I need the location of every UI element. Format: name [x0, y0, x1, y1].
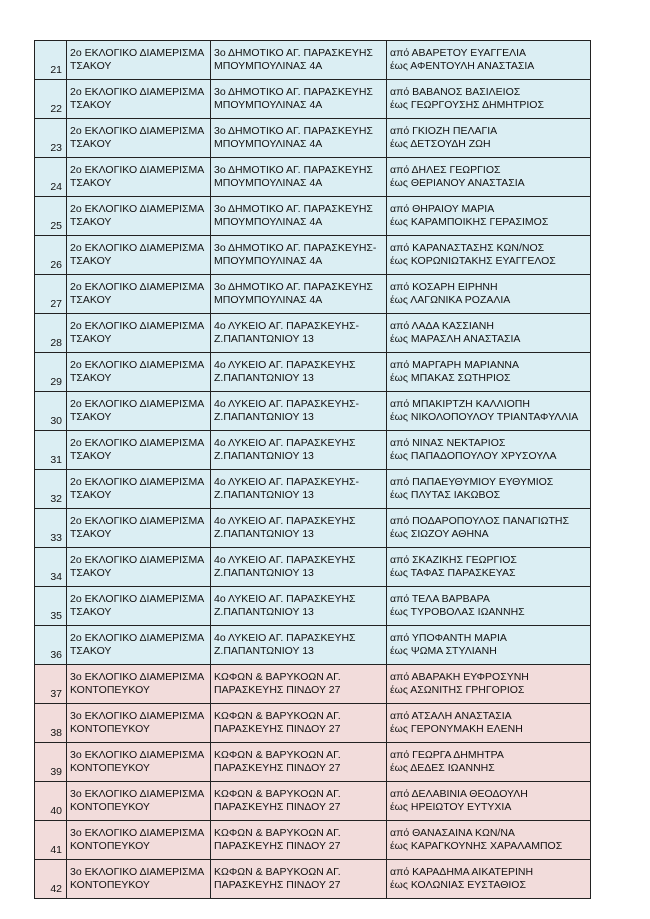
voter-range-cell-line: έως ΚΑΡΑΜΠΟΙΚΗΣ ΓΕΡΑΣΙΜΟΣ	[390, 216, 549, 228]
district-cell	[67, 704, 211, 743]
row-number-cell	[35, 587, 67, 626]
row-number-cell	[35, 314, 67, 353]
polling-place-cell-line: Ζ.ΠΑΠΑΝΤΩΝΙΟΥ 13	[214, 372, 314, 384]
district-cell-line: 2ο ΕΚΛΟΓΙΚΟ ΔΙΑΜΕΡΙΣΜΑ	[70, 554, 205, 566]
district-cell	[67, 80, 211, 119]
polling-place-cell-line: Ζ.ΠΑΠΑΝΤΩΝΙΟΥ 13	[214, 528, 314, 540]
polling-place-cell-line: ΠΑΡΑΣΚΕΥΗΣ ΠΙΝΔΟΥ 27	[214, 762, 341, 774]
district-cell-line: 3ο ΕΚΛΟΓΙΚΟ ΔΙΑΜΕΡΙΣΜΑ	[70, 866, 205, 878]
row-number-cell	[35, 236, 67, 275]
voter-range-cell-line: από ΓΚΙΟΖΗ ΠΕΛΑΓΙΑ	[390, 125, 498, 137]
polling-place-cell	[211, 197, 387, 236]
voter-range-cell-line: έως ΣΙΩΖΟΥ ΑΘΗΝΑ	[390, 528, 489, 540]
row-number-cell-line: 40	[50, 805, 62, 817]
district-cell-line: 2ο ΕΚΛΟΓΙΚΟ ΔΙΑΜΕΡΙΣΜΑ	[70, 476, 205, 488]
district-cell-line: 2ο ΕΚΛΟΓΙΚΟ ΔΙΑΜΕΡΙΣΜΑ	[70, 593, 205, 605]
voter-range-cell-line: από ΓΕΩΡΓΑ ΔΗΜΗΤΡΑ	[390, 749, 504, 761]
voter-range-cell	[387, 80, 591, 119]
polling-place-cell-line: ΜΠΟΥΜΠΟΥΛΙΝΑΣ 4Α	[214, 177, 323, 189]
voter-range-cell-line: από ΚΟΣΑΡΗ ΕΙΡΗΝΗ	[390, 281, 498, 293]
voter-range-cell	[387, 353, 591, 392]
voter-range-cell-line: από ΚΑΡΑΝΑΣΤΑΣΗΣ ΚΩΝ/ΝΟΣ	[390, 242, 545, 254]
polling-place-cell-line: 4ο ΛΥΚΕΙΟ ΑΓ. ΠΑΡΑΣΚΕΥΗΣ	[214, 437, 356, 449]
voter-range-cell	[387, 158, 591, 197]
table-row	[35, 665, 591, 704]
table-row	[35, 704, 591, 743]
polling-place-cell	[211, 704, 387, 743]
voter-range-cell-line: από ΛΑΔΑ ΚΑΣΣΙΑΝΗ	[390, 320, 494, 332]
voter-range-cell	[387, 704, 591, 743]
district-cell-line: ΚΟΝΤΟΠΕΥΚΟΥ	[70, 840, 150, 852]
district-cell-line: 2ο ΕΚΛΟΓΙΚΟ ΔΙΑΜΕΡΙΣΜΑ	[70, 281, 205, 293]
table-row	[35, 314, 591, 353]
voter-range-cell	[387, 275, 591, 314]
row-number-cell-line: 26	[50, 259, 62, 271]
polling-place-cell-line: 3ο ΔΗΜΟΤΙΚΟ ΑΓ. ΠΑΡΑΣΚΕΥΗΣ	[214, 125, 373, 137]
row-number-cell	[35, 275, 67, 314]
row-number-cell	[35, 626, 67, 665]
district-cell	[67, 353, 211, 392]
row-number-cell-line: 28	[50, 337, 62, 349]
voter-range-cell	[387, 197, 591, 236]
polling-place-cell-line: ΜΠΟΥΜΠΟΥΛΙΝΑΣ 4Α	[214, 60, 323, 72]
polling-place-cell	[211, 860, 387, 899]
polling-place-cell	[211, 41, 387, 80]
polling-place-cell	[211, 314, 387, 353]
table-row	[35, 782, 591, 821]
voter-range-cell-line: από ΚΑΡΑΔΗΜΑ ΑΙΚΑΤΕΡΙΝΗ	[390, 866, 534, 878]
voter-range-cell	[387, 314, 591, 353]
voter-range-cell-line: από ΑΒΑΡΕΤΟΥ ΕΥΑΓΓΕΛΙΑ	[390, 47, 527, 59]
voter-range-cell-line: έως ΗΡΕΙΩΤΟΥ ΕΥΤΥΧΙΑ	[390, 801, 512, 813]
polling-place-cell	[211, 782, 387, 821]
voter-range-cell-line: έως ΔΕΔΕΣ ΙΩΑΝΝΗΣ	[390, 762, 495, 774]
table-row	[35, 353, 591, 392]
row-number-cell-line: 41	[50, 844, 62, 856]
polling-place-cell	[211, 392, 387, 431]
table-row	[35, 743, 591, 782]
voter-range-cell-line: έως ΚΟΡΩΝΙΩΤΑΚΗΣ ΕΥΑΓΓΕΛΟΣ	[390, 255, 556, 267]
table-row	[35, 821, 591, 860]
voter-range-cell-line: έως ΓΕΡΟΝΥΜΑΚΗ ΕΛΕΝΗ	[390, 723, 523, 735]
row-number-cell-line: 30	[50, 415, 62, 427]
row-number-cell	[35, 704, 67, 743]
row-number-cell-line: 21	[50, 64, 62, 76]
voter-range-cell-line: από ΔΗΛΕΣ ΓΕΩΡΓΙΟΣ	[390, 164, 501, 176]
district-cell-line: ΤΣΑΚΟΥ	[70, 645, 112, 657]
polling-place-cell	[211, 509, 387, 548]
district-cell	[67, 509, 211, 548]
polling-place-cell-line: ΚΩΦΩΝ & ΒΑΡΥΚΟΩΝ ΑΓ.	[214, 866, 341, 878]
district-cell-line: 2ο ΕΚΛΟΓΙΚΟ ΔΙΑΜΕΡΙΣΜΑ	[70, 398, 205, 410]
row-number-cell	[35, 353, 67, 392]
voter-range-cell-line: από ΤΕΛΑ ΒΑΡΒΑΡΑ	[390, 593, 490, 605]
district-cell-line: 2ο ΕΚΛΟΓΙΚΟ ΔΙΑΜΕΡΙΣΜΑ	[70, 164, 205, 176]
voter-range-cell-line: από ΣΚΑΖΙΚΗΣ ΓΕΩΡΓΙΟΣ	[390, 554, 517, 566]
voter-range-cell	[387, 665, 591, 704]
row-number-cell	[35, 782, 67, 821]
row-number-cell	[35, 509, 67, 548]
polling-place-cell-line: ΠΑΡΑΣΚΕΥΗΣ ΠΙΝΔΟΥ 27	[214, 684, 341, 696]
voter-range-cell-line: από ΠΟΔΑΡΟΠΟΥΛΟΣ ΠΑΝΑΓΙΩΤΗΣ	[390, 515, 570, 527]
row-number-cell-line: 32	[50, 493, 62, 505]
polling-place-cell-line: ΚΩΦΩΝ & ΒΑΡΥΚΟΩΝ ΑΓ.	[214, 671, 341, 683]
voter-range-cell	[387, 431, 591, 470]
district-cell-line: ΤΣΑΚΟΥ	[70, 606, 112, 618]
row-number-cell-line: 35	[50, 610, 62, 622]
district-cell-line: 3ο ΕΚΛΟΓΙΚΟ ΔΙΑΜΕΡΙΣΜΑ	[70, 710, 205, 722]
voter-range-cell-line: έως ΨΩΜΑ ΣΤΥΛΙΑΝΗ	[390, 645, 497, 657]
polling-place-cell	[211, 470, 387, 509]
voter-range-cell-line: έως ΘΕΡΙΑΝΟΥ ΑΝΑΣΤΑΣΙΑ	[390, 177, 525, 189]
district-cell	[67, 392, 211, 431]
polling-place-cell	[211, 821, 387, 860]
polling-place-cell-line: 4ο ΛΥΚΕΙΟ ΑΓ. ΠΑΡΑΣΚΕΥΗΣ-	[214, 320, 360, 332]
district-cell-line: ΤΣΑΚΟΥ	[70, 138, 112, 150]
district-cell-line: ΤΣΑΚΟΥ	[70, 567, 112, 579]
table-row	[35, 236, 591, 275]
row-number-cell	[35, 743, 67, 782]
voter-range-cell	[387, 119, 591, 158]
voter-range-cell-line: από ΘΑΝΑΣΑΙΝΑ ΚΩΝ/ΝΑ	[390, 827, 515, 839]
district-cell	[67, 470, 211, 509]
row-number-cell-line: 42	[50, 883, 62, 895]
district-cell	[67, 197, 211, 236]
voter-range-cell-line: έως ΤΥΡΟΒΟΛΑΣ ΙΩΑΝΝΗΣ	[390, 606, 525, 618]
voter-range-cell-line: έως ΔΕΤΣΟΥΔΗ ΖΩΗ	[390, 138, 491, 150]
row-number-cell	[35, 41, 67, 80]
row-number-cell	[35, 470, 67, 509]
table-row	[35, 197, 591, 236]
row-number-cell	[35, 821, 67, 860]
voter-range-cell-line: έως ΛΑΓΩΝΙΚΑ ΡΟΖΑΛΙΑ	[390, 294, 511, 306]
voter-range-cell-line: έως ΚΑΡΑΓΚΟΥΝΗΣ ΧΑΡΑΛΑΜΠΟΣ	[390, 840, 563, 852]
polling-place-cell-line: 4ο ΛΥΚΕΙΟ ΑΓ. ΠΑΡΑΣΚΕΥΗΣ	[214, 593, 356, 605]
district-cell-line: ΤΣΑΚΟΥ	[70, 60, 112, 72]
polling-place-cell-line: 4ο ΛΥΚΕΙΟ ΑΓ. ΠΑΡΑΣΚΕΥΗΣ-	[214, 398, 360, 410]
district-cell	[67, 860, 211, 899]
district-cell-line: ΚΟΝΤΟΠΕΥΚΟΥ	[70, 762, 150, 774]
row-number-cell	[35, 197, 67, 236]
table-row	[35, 275, 591, 314]
district-cell	[67, 743, 211, 782]
district-cell-line: ΤΣΑΚΟΥ	[70, 411, 112, 423]
polling-place-cell-line: 3ο ΔΗΜΟΤΙΚΟ ΑΓ. ΠΑΡΑΣΚΕΥΗΣ-	[214, 242, 377, 254]
district-cell	[67, 431, 211, 470]
polling-place-cell-line: 4ο ΛΥΚΕΙΟ ΑΓ. ΠΑΡΑΣΚΕΥΗΣ	[214, 515, 356, 527]
voter-range-cell-line: από ΑΒΑΡΑΚΗ ΕΥΦΡΟΣΥΝΗ	[390, 671, 529, 683]
voter-range-cell-line: έως ΜΠΑΚΑΣ ΣΩΤΗΡΙΟΣ	[390, 372, 511, 384]
district-cell-line: 2ο ΕΚΛΟΓΙΚΟ ΔΙΑΜΕΡΙΣΜΑ	[70, 359, 205, 371]
polling-place-cell	[211, 665, 387, 704]
voter-range-cell-line: έως ΝΙΚΟΛΟΠΟΥΛΟΥ ΤΡΙΑΝΤΑΦΥΛΛΙΑ	[390, 411, 579, 423]
row-number-cell-line: 23	[50, 142, 62, 154]
table-row	[35, 80, 591, 119]
district-cell-line: 3ο ΕΚΛΟΓΙΚΟ ΔΙΑΜΕΡΙΣΜΑ	[70, 788, 205, 800]
row-number-cell-line: 37	[50, 688, 62, 700]
table-row	[35, 860, 591, 899]
district-cell	[67, 275, 211, 314]
district-cell-line: ΤΣΑΚΟΥ	[70, 216, 112, 228]
table-row	[35, 431, 591, 470]
voter-range-cell	[387, 41, 591, 80]
polling-place-cell-line: 3ο ΔΗΜΟΤΙΚΟ ΑΓ. ΠΑΡΑΣΚΕΥΗΣ	[214, 281, 373, 293]
polling-place-cell	[211, 431, 387, 470]
row-number-cell-line: 29	[50, 376, 62, 388]
polling-place-cell-line: Ζ.ΠΑΠΑΝΤΩΝΙΟΥ 13	[214, 333, 314, 345]
district-cell-line: ΤΣΑΚΟΥ	[70, 528, 112, 540]
polling-place-cell-line: 4ο ΛΥΚΕΙΟ ΑΓ. ΠΑΡΑΣΚΕΥΗΣ	[214, 554, 356, 566]
district-cell-line: 2ο ΕΚΛΟΓΙΚΟ ΔΙΑΜΕΡΙΣΜΑ	[70, 242, 205, 254]
voter-range-cell-line: από ΑΤΣΑΛΗ ΑΝΑΣΤΑΣΙΑ	[390, 710, 512, 722]
district-cell	[67, 665, 211, 704]
row-number-cell-line: 34	[50, 571, 62, 583]
district-cell-line: 3ο ΕΚΛΟΓΙΚΟ ΔΙΑΜΕΡΙΣΜΑ	[70, 827, 205, 839]
polling-place-cell-line: Ζ.ΠΑΠΑΝΤΩΝΙΟΥ 13	[214, 489, 314, 501]
row-number-cell	[35, 392, 67, 431]
polling-place-cell	[211, 587, 387, 626]
polling-place-cell	[211, 236, 387, 275]
district-cell-line: ΚΟΝΤΟΠΕΥΚΟΥ	[70, 723, 150, 735]
polling-place-cell	[211, 158, 387, 197]
district-cell-line: ΚΟΝΤΟΠΕΥΚΟΥ	[70, 801, 150, 813]
polling-place-cell	[211, 80, 387, 119]
voter-range-cell	[387, 392, 591, 431]
polling-place-cell	[211, 353, 387, 392]
voter-range-cell-line: από ΘΗΡΑΙΟΥ ΜΑΡΙΑ	[390, 203, 495, 215]
voter-range-cell	[387, 470, 591, 509]
polling-place-cell-line: ΚΩΦΩΝ & ΒΑΡΥΚΟΩΝ ΑΓ.	[214, 788, 341, 800]
row-number-cell-line: 24	[50, 181, 62, 193]
district-cell	[67, 821, 211, 860]
voter-range-cell-line: από ΠΑΠΑΕΥΘΥΜΙΟΥ ΕΥΘΥΜΙΟΣ	[390, 476, 554, 488]
voter-range-cell	[387, 509, 591, 548]
district-cell-line: ΤΣΑΚΟΥ	[70, 177, 112, 189]
row-number-cell-line: 36	[50, 649, 62, 661]
voter-range-cell-line: έως ΑΦΕΝΤΟΥΛΗ ΑΝΑΣΤΑΣΙΑ	[390, 60, 535, 72]
voter-range-cell-line: έως ΓΕΩΡΓΟΥΣΗΣ ΔΗΜΗΤΡΙΟΣ	[390, 99, 544, 111]
row-number-cell	[35, 665, 67, 704]
polling-place-cell	[211, 743, 387, 782]
polling-place-cell-line: ΜΠΟΥΜΠΟΥΛΙΝΑΣ 4Α	[214, 216, 323, 228]
district-cell-line: 2ο ΕΚΛΟΓΙΚΟ ΔΙΑΜΕΡΙΣΜΑ	[70, 632, 205, 644]
row-number-cell-line: 39	[50, 766, 62, 778]
row-number-cell	[35, 119, 67, 158]
district-cell-line: ΤΣΑΚΟΥ	[70, 294, 112, 306]
polling-place-cell-line: ΜΠΟΥΜΠΟΥΛΙΝΑΣ 4Α	[214, 138, 323, 150]
polling-place-cell	[211, 119, 387, 158]
district-cell	[67, 314, 211, 353]
polling-place-cell-line: ΚΩΦΩΝ & ΒΑΡΥΚΟΩΝ ΑΓ.	[214, 827, 341, 839]
voter-range-cell-line: από ΜΠΑΚΙΡΤΖΗ ΚΑΛΛΙΟΠΗ	[390, 398, 530, 410]
polling-place-cell-line: Ζ.ΠΑΠΑΝΤΩΝΙΟΥ 13	[214, 411, 314, 423]
table-row	[35, 392, 591, 431]
polling-place-cell-line: Ζ.ΠΑΠΑΝΤΩΝΙΟΥ 13	[214, 606, 314, 618]
voter-range-cell-line: έως ΠΑΠΑΔΟΠΟΥΛΟΥ ΧΡΥΣΟΥΛΑ	[390, 450, 557, 462]
polling-place-cell-line: ΠΑΡΑΣΚΕΥΗΣ ΠΙΝΔΟΥ 27	[214, 723, 341, 735]
polling-place-cell-line: ΚΩΦΩΝ & ΒΑΡΥΚΟΩΝ ΑΓ.	[214, 749, 341, 761]
polling-place-cell-line: ΠΑΡΑΣΚΕΥΗΣ ΠΙΝΔΟΥ 27	[214, 879, 341, 891]
polling-place-cell-line: 3ο ΔΗΜΟΤΙΚΟ ΑΓ. ΠΑΡΑΣΚΕΥΗΣ	[214, 164, 373, 176]
row-number-cell-line: 27	[50, 298, 62, 310]
row-number-cell-line: 25	[50, 220, 62, 232]
table-row	[35, 548, 591, 587]
district-cell-line: ΤΣΑΚΟΥ	[70, 489, 112, 501]
voter-range-cell-line: από ΔΕΛΑΒΙΝΙΑ ΘΕΟΔΟΥΛΗ	[390, 788, 528, 800]
voter-range-cell	[387, 626, 591, 665]
table-row	[35, 119, 591, 158]
district-cell	[67, 548, 211, 587]
voter-range-cell-line: έως ΜΑΡΑΣΛΗ ΑΝΑΣΤΑΣΙΑ	[390, 333, 521, 345]
district-cell-line: 2ο ΕΚΛΟΓΙΚΟ ΔΙΑΜΕΡΙΣΜΑ	[70, 437, 205, 449]
row-number-cell	[35, 158, 67, 197]
table-row	[35, 509, 591, 548]
table-row	[35, 587, 591, 626]
district-cell-line: 3ο ΕΚΛΟΓΙΚΟ ΔΙΑΜΕΡΙΣΜΑ	[70, 671, 205, 683]
table-row	[35, 41, 591, 80]
district-cell	[67, 158, 211, 197]
table-row	[35, 470, 591, 509]
district-cell-line: 2ο ΕΚΛΟΓΙΚΟ ΔΙΑΜΕΡΙΣΜΑ	[70, 125, 205, 137]
polling-place-cell-line: 4ο ΛΥΚΕΙΟ ΑΓ. ΠΑΡΑΣΚΕΥΗΣ	[214, 632, 356, 644]
voter-range-cell	[387, 587, 591, 626]
voter-range-cell	[387, 821, 591, 860]
polling-place-cell	[211, 275, 387, 314]
polling-place-cell-line: Ζ.ΠΑΠΑΝΤΩΝΙΟΥ 13	[214, 450, 314, 462]
district-cell	[67, 782, 211, 821]
row-number-cell-line: 22	[50, 103, 62, 115]
district-cell-line: ΤΣΑΚΟΥ	[70, 372, 112, 384]
district-cell-line: 2ο ΕΚΛΟΓΙΚΟ ΔΙΑΜΕΡΙΣΜΑ	[70, 86, 205, 98]
voter-range-cell-line: έως ΠΛΥΤΑΣ ΙΑΚΩΒΟΣ	[390, 489, 501, 501]
polling-place-cell-line: 3ο ΔΗΜΟΤΙΚΟ ΑΓ. ΠΑΡΑΣΚΕΥΗΣ	[214, 203, 373, 215]
voter-range-cell	[387, 782, 591, 821]
voter-range-cell-line: έως ΤΑΦΑΣ ΠΑΡΑΣΚΕΥΑΣ	[390, 567, 516, 579]
district-cell-line: 3ο ΕΚΛΟΓΙΚΟ ΔΙΑΜΕΡΙΣΜΑ	[70, 749, 205, 761]
district-cell-line: ΚΟΝΤΟΠΕΥΚΟΥ	[70, 684, 150, 696]
district-cell-line: ΚΟΝΤΟΠΕΥΚΟΥ	[70, 879, 150, 891]
district-cell-line: ΤΣΑΚΟΥ	[70, 99, 112, 111]
row-number-cell	[35, 431, 67, 470]
district-cell	[67, 41, 211, 80]
voter-range-cell	[387, 548, 591, 587]
district-cell-line: 2ο ΕΚΛΟΓΙΚΟ ΔΙΑΜΕΡΙΣΜΑ	[70, 515, 205, 527]
table-body	[35, 41, 591, 899]
polling-place-cell-line: Ζ.ΠΑΠΑΝΤΩΝΙΟΥ 13	[214, 645, 314, 657]
voter-range-cell	[387, 743, 591, 782]
polling-place-cell	[211, 548, 387, 587]
district-cell	[67, 626, 211, 665]
polling-place-cell-line: 4ο ΛΥΚΕΙΟ ΑΓ. ΠΑΡΑΣΚΕΥΗΣ-	[214, 476, 360, 488]
polling-place-cell-line: ΠΑΡΑΣΚΕΥΗΣ ΠΙΝΔΟΥ 27	[214, 801, 341, 813]
voter-range-cell-line: από ΒΑΒΑΝΟΣ ΒΑΣΙΛΕΙΟΣ	[390, 86, 521, 98]
voter-range-cell	[387, 236, 591, 275]
voter-range-cell-line: από ΝΙΝΑΣ ΝΕΚΤΑΡΙΟΣ	[390, 437, 506, 449]
district-cell	[67, 236, 211, 275]
district-cell-line: 2ο ΕΚΛΟΓΙΚΟ ΔΙΑΜΕΡΙΣΜΑ	[70, 203, 205, 215]
district-cell	[67, 119, 211, 158]
polling-place-cell-line: ΠΑΡΑΣΚΕΥΗΣ ΠΙΝΔΟΥ 27	[214, 840, 341, 852]
polling-place-cell-line: 4ο ΛΥΚΕΙΟ ΑΓ. ΠΑΡΑΣΚΕΥΗΣ	[214, 359, 356, 371]
table-row	[35, 626, 591, 665]
district-cell-line: ΤΣΑΚΟΥ	[70, 255, 112, 267]
polling-place-cell	[211, 626, 387, 665]
row-number-cell-line: 33	[50, 532, 62, 544]
table-row	[35, 158, 591, 197]
district-cell-line: 2ο ΕΚΛΟΓΙΚΟ ΔΙΑΜΕΡΙΣΜΑ	[70, 47, 205, 59]
row-number-cell	[35, 860, 67, 899]
polling-place-cell-line: ΚΩΦΩΝ & ΒΑΡΥΚΟΩΝ ΑΓ.	[214, 710, 341, 722]
polling-stations-table	[34, 40, 591, 899]
row-number-cell-line: 38	[50, 727, 62, 739]
voter-range-cell-line: έως ΚΟΛΩΝΙΑΣ ΕΥΣΤΑΘΙΟΣ	[390, 879, 526, 891]
polling-place-cell-line: Ζ.ΠΑΠΑΝΤΩΝΙΟΥ 13	[214, 567, 314, 579]
polling-place-cell-line: 3ο ΔΗΜΟΤΙΚΟ ΑΓ. ΠΑΡΑΣΚΕΥΗΣ	[214, 47, 373, 59]
polling-place-cell-line: ΜΠΟΥΜΠΟΥΛΙΝΑΣ 4Α	[214, 294, 323, 306]
district-cell	[67, 587, 211, 626]
district-cell-line: ΤΣΑΚΟΥ	[70, 450, 112, 462]
polling-place-cell-line: ΜΠΟΥΜΠΟΥΛΙΝΑΣ 4Α	[214, 255, 323, 267]
polling-place-cell-line: ΜΠΟΥΜΠΟΥΛΙΝΑΣ 4Α	[214, 99, 323, 111]
district-cell-line: 2ο ΕΚΛΟΓΙΚΟ ΔΙΑΜΕΡΙΣΜΑ	[70, 320, 205, 332]
voter-range-cell-line: από ΜΑΡΓΑΡΗ ΜΑΡΙΑΝΝΑ	[390, 359, 519, 371]
row-number-cell	[35, 548, 67, 587]
polling-place-cell-line: 3ο ΔΗΜΟΤΙΚΟ ΑΓ. ΠΑΡΑΣΚΕΥΗΣ	[214, 86, 373, 98]
row-number-cell	[35, 80, 67, 119]
voter-range-cell	[387, 860, 591, 899]
district-cell-line: ΤΣΑΚΟΥ	[70, 333, 112, 345]
voter-range-cell-line: έως ΑΣΩΝΙΤΗΣ ΓΡΗΓΟΡΙΟΣ	[390, 684, 525, 696]
voter-range-cell-line: από ΥΠΟΦΑΝΤΗ ΜΑΡΙΑ	[390, 632, 507, 644]
row-number-cell-line: 31	[50, 454, 62, 466]
